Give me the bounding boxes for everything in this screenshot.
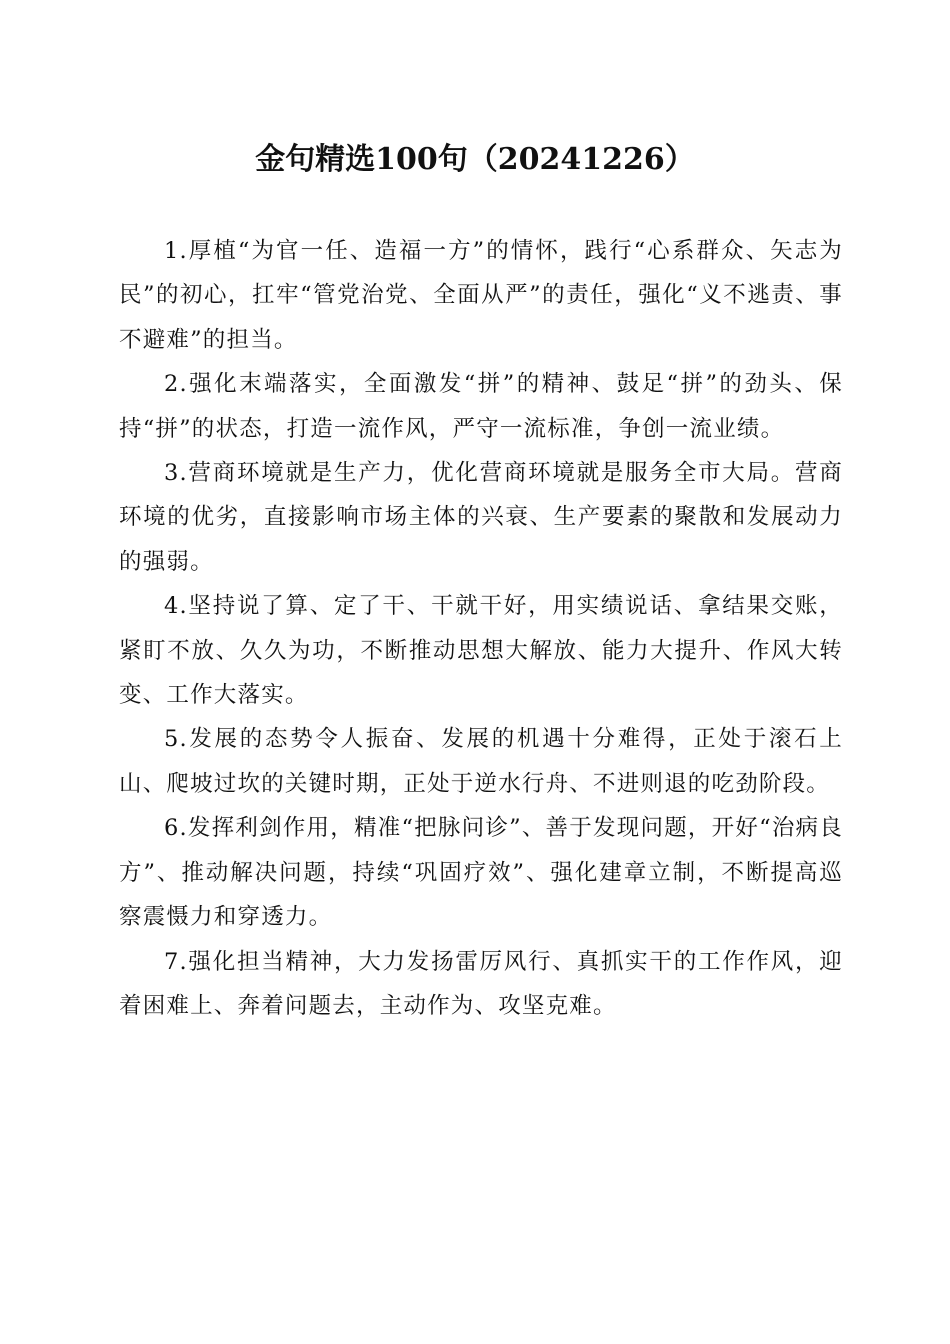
quote-item-4: 4.坚持说了算、定了干、干就干好，用实绩说话、拿结果交账，紧盯不放、久久为功，不断推动思想大解放、能力大提升、作风大转变、工作大落实。	[119, 593, 843, 709]
quote-list	[119, 229, 843, 1028]
quote-item-1: 1.厚植“为官一任、造福一方”的情怀，践行“心系群众、矢志为民”的初心，扛牢“管党治党、全面从严”的责任，强化“义不逃责、事不避难”的担当。	[119, 238, 843, 353]
quote-item-2: 2.强化末端落实，全面激发“拼”的精神、鼓足“拼”的劲头、保持“拼”的状态，打造一流作风，严守一流标准，争创一流业绩。	[119, 371, 843, 442]
quote-item-3: 3.营商环境就是生产力，优化营商环境就是服务全市大局。营商环境的优劣，直接影响市场主体的兴衰、生产要素的聚散和发展动力的强弱。	[119, 460, 843, 575]
quote-item-7: 7.强化担当精神，大力发扬雷厉风行、真抓实干的工作作风，迎着困难上、奔着问题去，主动作为、攻坚克难。	[119, 948, 843, 1019]
quote-item-5: 5.发展的态势令人振奋、发展的机遇十分难得，正处于滚石上山、爬坡过坎的关键时期，正处于逆水行舟、不进则退的吃劲阶段。	[119, 726, 843, 797]
document-title: 金句精选100句（20241226）	[255, 142, 695, 177]
quote-item-6: 6.发挥利剑作用，精准“把脉问诊”、善于发现问题，开好“治病良方”、推动解决问题，持续“巩固疗效”、强化建章立制，不断提高巡察震慑力和穿透力。	[119, 815, 843, 931]
